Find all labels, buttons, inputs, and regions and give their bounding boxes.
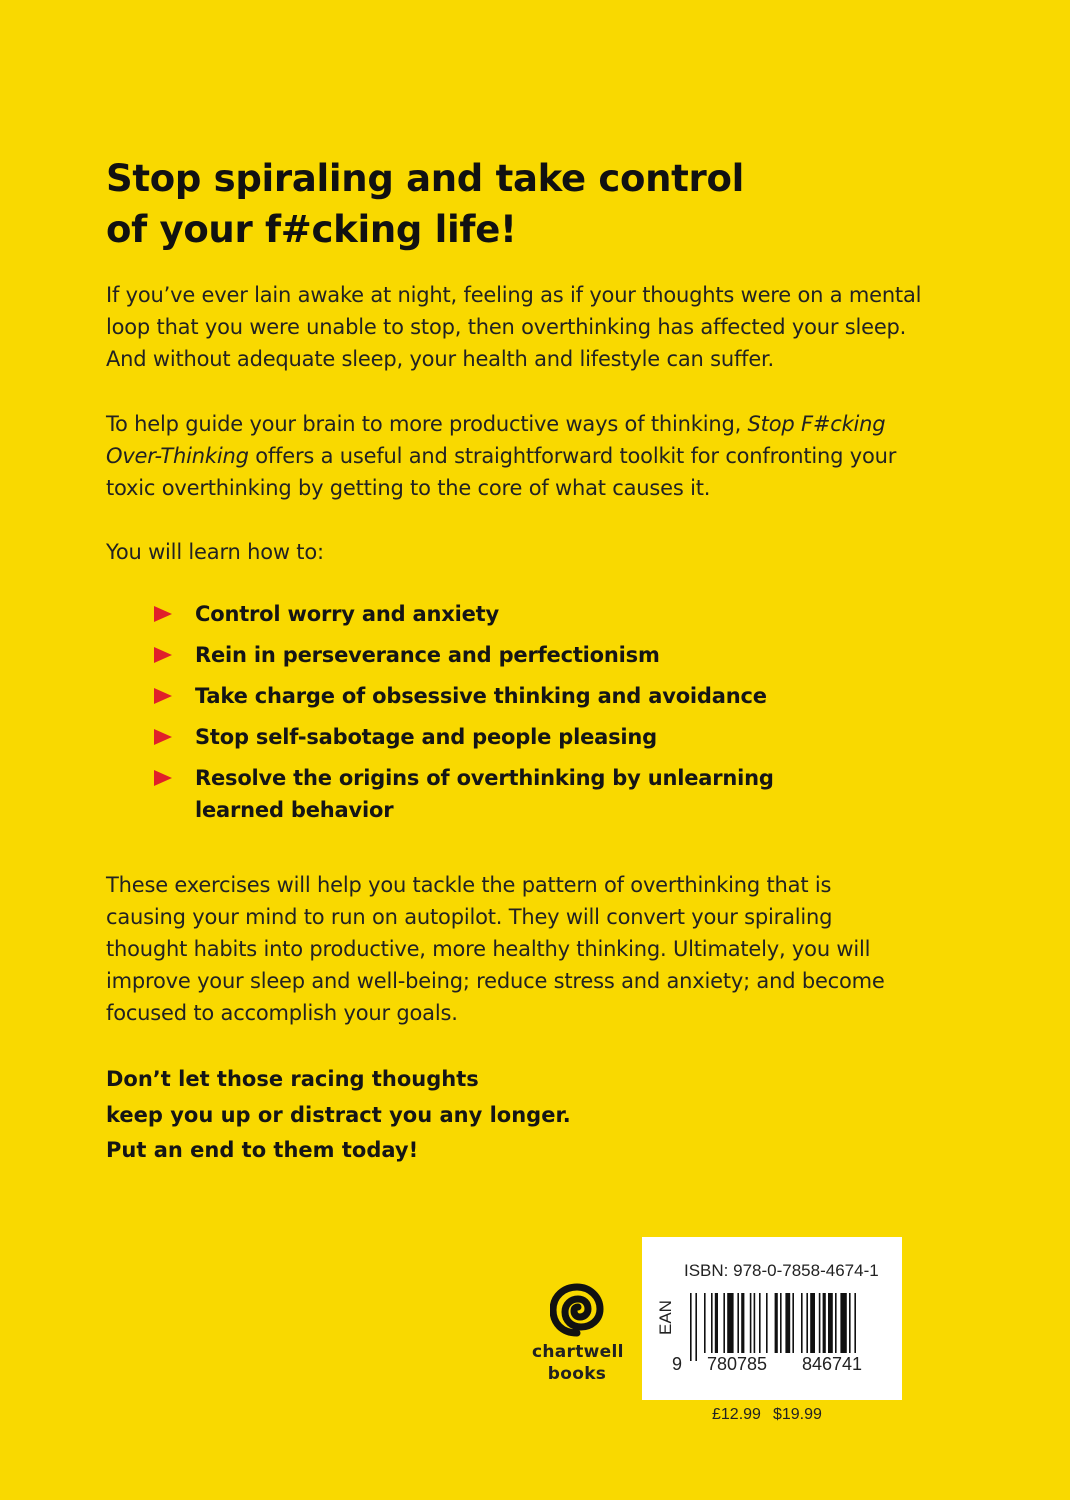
list-item [154, 639, 774, 671]
list-item [154, 762, 774, 794]
barcode-bar [792, 1293, 794, 1353]
barcode-bar [823, 1293, 826, 1353]
list-item-text: Control worry and anxiety [195, 602, 499, 626]
text-line: loop that you were unable to stop, then overthinking has affected your sleep. [106, 315, 907, 339]
barcode-bar [759, 1293, 761, 1353]
spiral-logo-icon [550, 1283, 604, 1337]
barcode-bar [785, 1293, 790, 1353]
triangle-bullet-icon [154, 647, 172, 663]
barcode-bar [801, 1293, 803, 1353]
text-line: toxic overthinking by getting to the core of what causes it. [106, 476, 711, 500]
headline [106, 153, 744, 255]
ean-label: EAN [656, 1300, 675, 1335]
triangle-bullet-icon [154, 688, 172, 704]
text-line: thought habits into productive, more healthy thinking. Ultimately, you will [106, 937, 871, 961]
text: offers a useful and straightforward toolkit for confronting your [248, 444, 897, 468]
barcode-bar [737, 1293, 739, 1353]
barcode-box [642, 1237, 902, 1400]
text-line: Put an end to them today! [106, 1138, 419, 1162]
barcode-bar [810, 1293, 815, 1353]
barcode-bar [766, 1293, 768, 1353]
price-gbp: £12.99 [712, 1406, 761, 1423]
barcode-bar [849, 1293, 851, 1353]
intro-text: You will learn how to: [106, 540, 324, 564]
barcode-bar [780, 1293, 782, 1353]
text-line: keep you up or distract you any longer. [106, 1102, 571, 1127]
list-item-text: Take charge of obsessive thinking and avoidance [195, 684, 767, 708]
text-line: And without adequate sleep, your health and lifestyle can suffer. [106, 347, 775, 371]
book-title: Stop F#cking [747, 412, 886, 436]
barcode-bar [854, 1293, 856, 1353]
barcode-bar [723, 1293, 725, 1353]
triangle-bullet-icon [154, 606, 172, 622]
list-item-text: Resolve the origins of overthinking by unlearning [195, 766, 774, 790]
barcode-bar [775, 1293, 778, 1353]
list-item [154, 680, 774, 712]
barcode-digits: 780785 [707, 1354, 768, 1374]
list-item-text: Stop self-sabotage and people pleasing [195, 725, 657, 749]
barcode-bar [835, 1293, 837, 1353]
list-item-text: learned behavior [195, 798, 394, 822]
barcode-bars [642, 1237, 902, 1400]
barcode-bar [750, 1293, 752, 1353]
barcode-digit: 9 [672, 1354, 683, 1374]
headline-line: of your f#cking life! [106, 208, 517, 251]
paragraph-3 [106, 869, 885, 1029]
triangle-bullet-icon [154, 770, 172, 786]
text-line: If you’ve ever lain awake at night, feeling as if your thoughts were on a mental [106, 283, 922, 307]
publisher-name: books [547, 1364, 607, 1384]
text-line [106, 440, 896, 472]
barcode-bar [806, 1293, 808, 1353]
price-usd: $19.99 [772, 1406, 822, 1423]
barcode-bar [840, 1293, 846, 1353]
text-line: causing your mind to run on autopilot. They will convert your spiraling [106, 905, 833, 929]
barcode-bar [828, 1293, 833, 1353]
text: To help guide your brain to more productive ways of thinking, [106, 412, 748, 436]
list-item-continuation [154, 794, 774, 826]
text-line: Don’t let those racing thoughts [106, 1067, 479, 1091]
prices [712, 1406, 834, 1424]
triangle-bullet-icon [154, 729, 172, 745]
list-item-text: Rein in perseverance and perfectionism [195, 643, 660, 667]
barcode-bar [819, 1293, 821, 1353]
closing-text [106, 1062, 571, 1169]
text-line [106, 408, 896, 440]
book-title: Over-Thinking [106, 444, 249, 468]
barcode-bar [754, 1293, 756, 1353]
barcode-digits: 846741 [802, 1354, 863, 1374]
barcode-bar [704, 1293, 706, 1353]
headline-line: Stop spiraling and take control [106, 157, 744, 200]
barcode-bar [727, 1293, 733, 1353]
publisher-name: chartwell [532, 1342, 624, 1362]
barcode-bar [715, 1293, 718, 1353]
barcode-bar [711, 1293, 713, 1353]
text-line: improve your sleep and well-being; reduce stress and anxiety; and become [106, 969, 885, 993]
barcode-bar [690, 1293, 692, 1361]
text-line: focused to accomplish your goals. [106, 1001, 458, 1025]
paragraph-1 [106, 279, 921, 375]
text-line: These exercises will help you tackle the pattern of overthinking that is [106, 873, 832, 897]
bullet-list [154, 598, 774, 835]
isbn-text: ISBN: 978-0-7858-4674-1 [684, 1261, 879, 1280]
barcode-bar [741, 1293, 744, 1353]
list-item [154, 721, 774, 753]
list-item [154, 598, 774, 630]
paragraph-2 [106, 408, 896, 504]
publisher-logo [532, 1283, 622, 1385]
barcode-bar [695, 1293, 697, 1361]
